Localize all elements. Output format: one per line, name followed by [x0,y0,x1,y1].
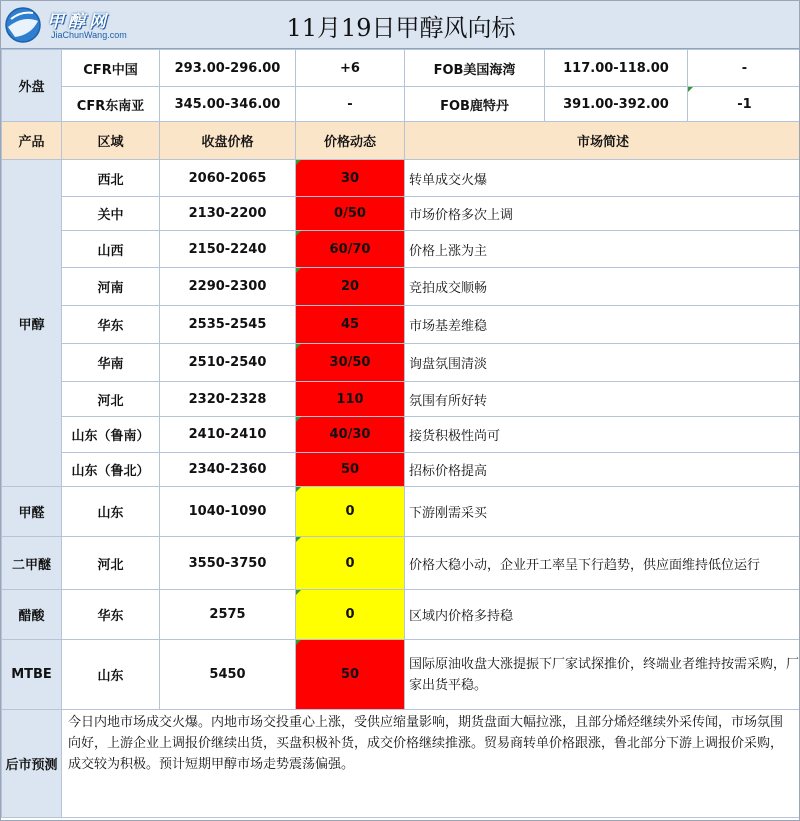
forecast-row [2,710,800,818]
outer-label: 外盘 [2,50,62,122]
region-cell: 山东（鲁南） [62,417,160,453]
price-cell: 2290-2300 [160,268,296,306]
change-cell: 0/50 [296,197,405,231]
region-cell: 山东 [62,487,160,537]
summary-cell: 市场价格多次上调 [405,197,800,231]
change-cell: 50 [296,453,405,487]
summary-cell: 氛围有所好转 [405,382,800,417]
summary-cell: 转单成交火爆 [405,160,800,197]
col-product: 产品 [2,122,62,160]
change-cell: 0 [296,537,405,590]
logo-domain: JiaChunWang.com [51,30,127,40]
outer-left-change: - [296,87,405,122]
region-cell: 关中 [62,197,160,231]
outer-left-change: +6 [296,50,405,87]
product-methanol: 甲醇 [2,160,62,487]
logo-text: 甲醇网 [47,12,110,32]
title-banner [1,1,800,49]
summary-cell: 竞拍成交顺畅 [405,268,800,306]
price-cell: 2510-2540 [160,344,296,382]
price-cell: 1040-1090 [160,487,296,537]
summary-cell: 接货积极性尚可 [405,417,800,453]
region-cell: 华南 [62,344,160,382]
change-cell: 110 [296,382,405,417]
product-acetic-acid: 醋酸 [2,590,62,640]
table-row [2,197,800,231]
outer-left-price: 293.00-296.00 [160,50,296,87]
summary-cell: 区域内价格多持稳 [405,590,800,640]
change-cell: 45 [296,306,405,344]
summary-cell: 招标价格提高 [405,453,800,487]
col-change: 价格动态 [296,122,405,160]
price-cell: 2060-2065 [160,160,296,197]
table-row [2,382,800,417]
outer-right-name: FOB美国海湾 [405,50,545,87]
market-table [1,49,800,818]
forecast-text: 今日内地市场成交火爆。内地市场交投重心上涨，受供应缩量影响，期货盘面大幅拉涨，且部分烯烃继续外采传闻，市场氛围向好，上游企业上调报价继续出货，买盘积极补货，成交价格继续推涨。贸易商转单价格跟涨，鲁北部分下游上调报价采购，成交较为积极。预计短期甲醇市场走势震荡偏强。 [62,710,800,818]
col-region: 区域 [62,122,160,160]
table-row [2,453,800,487]
price-cell: 2410-2410 [160,417,296,453]
region-cell: 山西 [62,231,160,268]
summary-cell: 下游刚需采买 [405,487,800,537]
summary-cell: 价格上涨为主 [405,231,800,268]
outer-left-name: CFR东南亚 [62,87,160,122]
product-mtbe: MTBE [2,640,62,710]
change-cell: 0 [296,590,405,640]
price-cell: 2340-2360 [160,453,296,487]
table-row [2,590,800,640]
summary-cell: 价格大稳小动，企业开工率呈下行趋势，供应面维持低位运行 [405,537,800,590]
region-cell: 河北 [62,537,160,590]
table-row [2,417,800,453]
price-cell: 2535-2545 [160,306,296,344]
outer-left-price: 345.00-346.00 [160,87,296,122]
summary-cell: 国际原油收盘大涨提振下厂家试探推价，终端业者维持按需采购，厂家出货平稳。 [405,640,800,710]
region-cell: 华东 [62,590,160,640]
outer-row-1 [2,50,800,87]
table-row [2,537,800,590]
outer-right-change: -1 [688,87,800,122]
table-row [2,268,800,306]
price-cell: 2130-2200 [160,197,296,231]
table-row [2,640,800,710]
price-cell: 5450 [160,640,296,710]
outer-right-price: 391.00-392.00 [545,87,688,122]
product-formaldehyde: 甲醛 [2,487,62,537]
table-row [2,160,800,197]
table-row [2,231,800,268]
table-row [2,344,800,382]
table-row [2,487,800,537]
region-cell: 河北 [62,382,160,417]
change-cell: 30 [296,160,405,197]
forecast-label: 后市预测 [2,710,62,818]
region-cell: 西北 [62,160,160,197]
change-cell: 50 [296,640,405,710]
outer-right-price: 117.00-118.00 [545,50,688,87]
summary-cell: 市场基差维稳 [405,306,800,344]
change-cell: 30/50 [296,344,405,382]
change-cell: 20 [296,268,405,306]
outer-row-2 [2,87,800,122]
column-header-row [2,122,800,160]
price-cell: 2575 [160,590,296,640]
page-title: 11月19日甲醇风向标 [286,14,516,42]
region-cell: 河南 [62,268,160,306]
outer-right-change: - [688,50,800,87]
change-cell: 0 [296,487,405,537]
change-cell: 60/70 [296,231,405,268]
region-cell: 山东（鲁北） [62,453,160,487]
region-cell: 山东 [62,640,160,710]
price-cell: 3550-3750 [160,537,296,590]
outer-left-name: CFR中国 [62,50,160,87]
region-cell: 华东 [62,306,160,344]
product-dme: 二甲醚 [2,537,62,590]
col-price: 收盘价格 [160,122,296,160]
change-cell: 40/30 [296,417,405,453]
price-cell: 2320-2328 [160,382,296,417]
summary-cell: 询盘氛围清淡 [405,344,800,382]
table-row [2,306,800,344]
price-cell: 2150-2240 [160,231,296,268]
outer-right-name: FOB鹿特丹 [405,87,545,122]
col-summary: 市场简述 [405,122,800,160]
